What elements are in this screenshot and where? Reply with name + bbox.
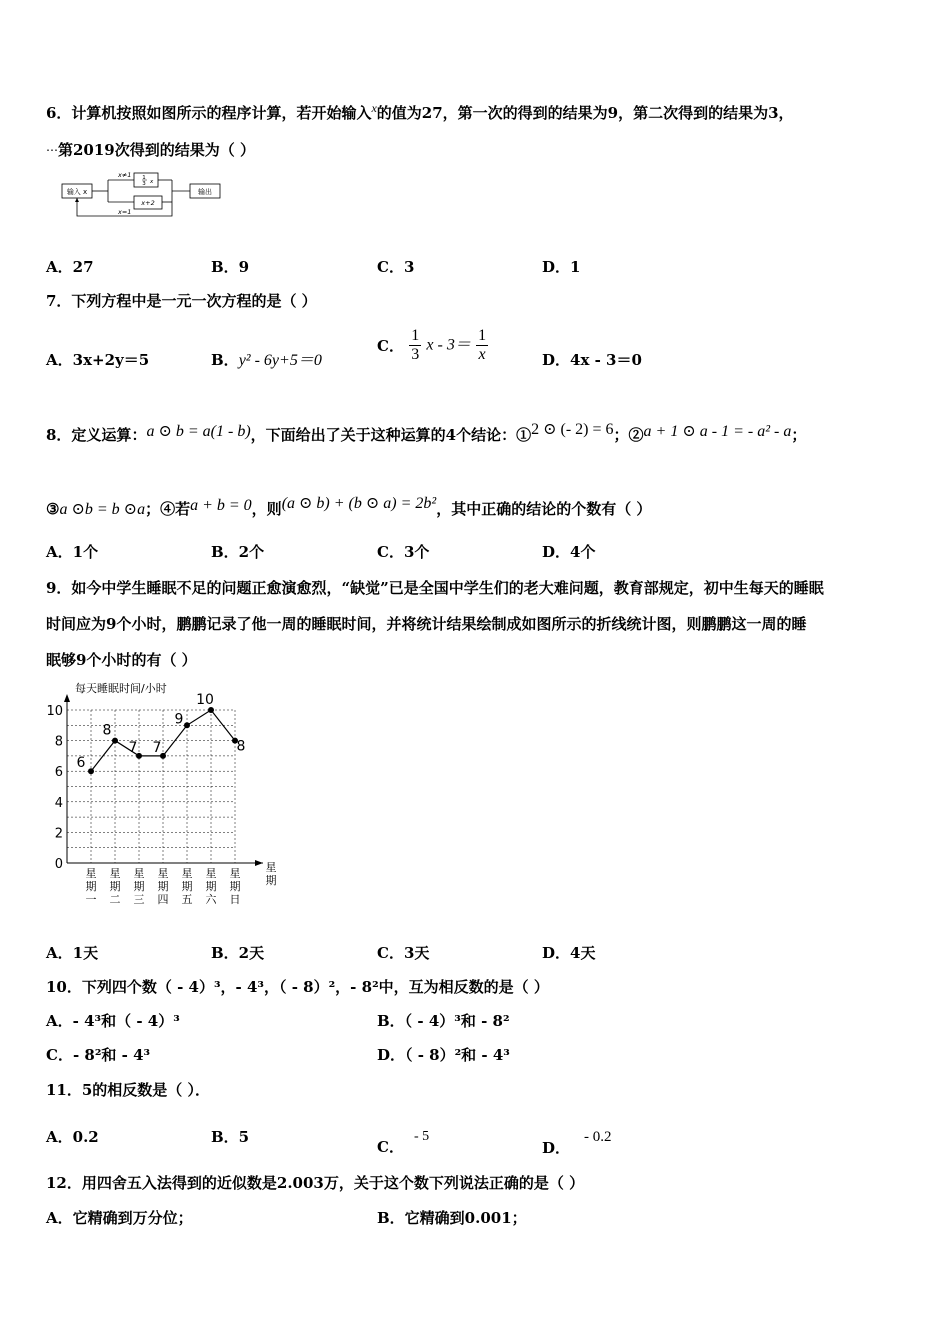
q12-stem: 12．用四舍五入法得到的近似数是2.003万，关于这个数下列说法正确的是（ ） — [46, 1174, 585, 1192]
q9-option-c[interactable]: C．3天 — [377, 944, 430, 962]
q10-option-b[interactable]: B．（ - 4）³和 - 8² — [377, 1012, 510, 1030]
flow-input-text: 输入 x — [66, 188, 88, 196]
q11-option-b[interactable]: B．5 — [211, 1128, 250, 1146]
q8-line1: 8．定义运算：a ⊙ b = a(1 - b)，下面给出了关于这种运算的4个结论：①2 ⊙ (- 2) = 6；②a + 1 ⊙ a - 1 = - a² - a； — [46, 421, 807, 444]
q7-option-a[interactable]: A．3x+2y＝5 — [46, 351, 150, 369]
q9-line1: 9．如今中学生睡眠不足的问题正愈演愈烈，“缺觉”已是全国中学生们的老大难问题，教育部规定，初中生每天的睡眠 — [46, 579, 824, 597]
q9-option-b[interactable]: B．2天 — [211, 944, 265, 962]
q10-option-c[interactable]: C．- 8²和 - 4³ — [46, 1046, 151, 1064]
y-tick-label: 0 — [54, 857, 63, 872]
q8-line2: ③a ⊙b = b ⊙a；④若a + b = 0，则(a ⊙ b) + (b ⊙ a) = 2b²，其中正确的结论的个数有（ ） — [46, 495, 652, 518]
x-tick-label: 星期五 — [181, 867, 193, 906]
svg-text:x: x — [150, 179, 154, 185]
q7-option-b[interactable]: B．y² - 6y+5＝0 — [211, 351, 322, 369]
q10-option-d[interactable]: D．（ - 8）²和 - 4³ — [377, 1046, 510, 1064]
q6-option-a[interactable]: A．27 — [46, 258, 94, 276]
program-flowchart — [60, 172, 230, 224]
data-label: 9 — [174, 711, 184, 728]
q10-stem: 10．下列四个数（ - 4）³，- 4³，（ - 8）²，- 8²中，互为相反数的是（ ） — [46, 978, 549, 996]
q8-option-d[interactable]: D．4个 — [542, 543, 596, 561]
q9-option-a[interactable]: A．1天 — [46, 944, 99, 962]
q8-option-a[interactable]: A．1个 — [46, 543, 99, 561]
flow-output-text: 输出 — [198, 188, 212, 196]
data-label: 6 — [76, 755, 86, 772]
svg-text:3: 3 — [142, 181, 146, 187]
y-tick-label: 8 — [54, 734, 63, 750]
data-point — [184, 722, 190, 728]
y-tick-label: 6 — [54, 765, 63, 781]
q9-option-d[interactable]: D．4天 — [542, 944, 596, 962]
svg-text:x+2: x+2 — [141, 199, 155, 207]
q11-option-d[interactable]: D．- 0.2 — [542, 1129, 612, 1157]
q7-option-d[interactable]: D．4x - 3＝0 — [542, 351, 642, 369]
q6-option-b[interactable]: B．9 — [211, 258, 250, 276]
q6-option-c[interactable]: C．3 — [377, 258, 415, 276]
q7-option-c[interactable]: C． $\frac{1}{3}$ x - 3＝ $\frac{1}{x}$ — [377, 327, 487, 363]
data-point — [88, 768, 94, 774]
flow-cond-bottom: x=1 — [118, 208, 132, 216]
data-label: 7 — [152, 739, 162, 756]
data-point — [112, 738, 118, 744]
q7-stem: 7．下列方程中是一元一次方程的是（ ） — [46, 292, 317, 310]
q11-option-a[interactable]: A．0.2 — [46, 1128, 99, 1146]
q6-option-d[interactable]: D．1 — [542, 258, 581, 276]
y-tick-label: 2 — [54, 826, 63, 842]
q12-option-b[interactable]: B．它精确到0.001； — [377, 1209, 527, 1227]
q8-option-b[interactable]: B．2个 — [211, 543, 265, 561]
sleep-line-chart — [40, 680, 290, 910]
y-tick-label: 10 — [46, 704, 63, 719]
q6-line1: 6．计算机按照如图所示的程序计算，若开始输入$^x$的值为27，第一次的得到的结果为9，第二次得到的结果为3， — [46, 101, 794, 122]
q11-stem: 11．5的相反数是（ ）． — [46, 1081, 211, 1099]
svg-text:1: 1 — [142, 175, 146, 181]
data-label: 10 — [196, 692, 214, 708]
q9-line2: 时间应为9个小时，鹏鹏记录了他一周的睡眠时间，并将统计结果绘制成如图所示的折线统计图，则鹏鹏这一周的睡 — [46, 615, 807, 633]
q6-line2: ⋯第2019次得到的结果为（ ） — [46, 141, 255, 159]
y-axis-arrow — [64, 694, 70, 702]
q8-option-c[interactable]: C．3个 — [377, 543, 430, 561]
x-tick-label: 星期二 — [109, 867, 121, 906]
flow-cond-top: x≠1 — [118, 172, 132, 179]
x-tick-label: 星期三 — [133, 867, 145, 906]
x-axis-arrow — [255, 860, 263, 866]
q11-option-c[interactable]: C．- 5 — [377, 1129, 430, 1156]
x-tick-label: 星期四 — [157, 867, 169, 906]
q7-c-fraction-2: $\frac{1}{x}$ — [478, 327, 487, 363]
q10-option-a[interactable]: A．- 4³和（ - 4）³ — [46, 1012, 180, 1030]
x-axis-label: 星期 — [265, 861, 277, 887]
data-label: 8 — [236, 738, 246, 755]
x-tick-label: 星期日 — [229, 867, 241, 906]
y-tick-label: 4 — [54, 795, 63, 811]
q9-line3: 眠够9个小时的有（ ） — [46, 651, 197, 669]
data-label: 8 — [102, 722, 112, 739]
x-tick-label: 星期一 — [85, 867, 97, 906]
y-axis-label: 每天睡眠时间/小时 — [75, 682, 167, 695]
data-label: 7 — [128, 739, 138, 756]
q12-option-a[interactable]: A．它精确到万分位； — [46, 1209, 193, 1227]
q7-c-fraction-1: $\frac{1}{3}$ — [411, 327, 420, 363]
x-tick-label: 星期六 — [205, 867, 217, 906]
